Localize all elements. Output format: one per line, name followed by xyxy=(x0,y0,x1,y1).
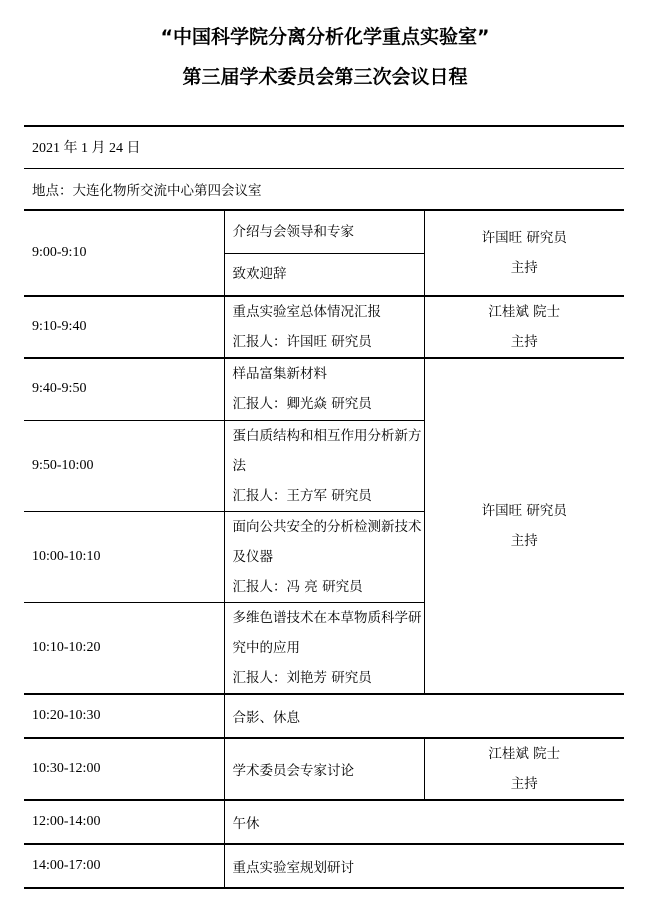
item-cell xyxy=(224,602,424,694)
title-line-2: 第三届学术委员会第三次会议日程 xyxy=(182,66,468,88)
item-cell xyxy=(224,210,424,296)
item-reporter: 汇报人：冯 亮 研究员 xyxy=(232,578,363,595)
item-title: 蛋白质结构和相互作用分析新方法 xyxy=(232,427,422,474)
table-row xyxy=(24,738,624,800)
item-cell: 重点实验室规划研讨 xyxy=(224,844,624,888)
time-cell: 10:20-10:30 xyxy=(24,694,224,738)
table-row xyxy=(24,844,624,888)
item-cell xyxy=(224,358,424,420)
time-cell: 14:00-17:00 xyxy=(24,844,224,888)
host-name: 许国旺 研究员 xyxy=(481,502,567,519)
time-cell: 10:30-12:00 xyxy=(24,738,224,800)
time-cell: 9:40-9:50 xyxy=(24,358,224,420)
host-name: 江桂斌 院士 xyxy=(488,304,561,320)
item-reporter: 汇报人：许国旺 研究员 xyxy=(232,334,372,350)
item-cell xyxy=(224,296,424,358)
host-cell xyxy=(424,296,624,358)
time-cell: 12:00-14:00 xyxy=(24,800,224,844)
item-reporter: 汇报人：刘艳芳 研究员 xyxy=(232,669,372,686)
item-title: 致欢迎辞 xyxy=(225,253,424,295)
table-row xyxy=(24,358,624,420)
location-row xyxy=(24,168,624,210)
host-cell xyxy=(424,358,624,694)
item-cell: 合影、休息 xyxy=(224,694,624,738)
host-name: 许国旺 研究员 xyxy=(481,230,567,246)
host-role: 主持 xyxy=(510,334,538,350)
host-name: 江桂斌 院士 xyxy=(488,745,561,762)
table-row xyxy=(24,800,624,844)
time-cell: 10:10-10:20 xyxy=(24,602,224,694)
location-cell: 地点：大连化物所交流中心第四会议室 xyxy=(24,168,624,210)
item-title: 介绍与会领导和专家 xyxy=(232,224,354,240)
date-row xyxy=(24,126,624,168)
title-line-1: “中国科学院分离分析化学重点实验室” xyxy=(160,26,490,48)
item-title: 多维色谱技术在本草物质科学研究中的应用 xyxy=(232,609,422,656)
host-cell xyxy=(424,738,624,800)
item-title: 样品富集新材料 xyxy=(232,366,327,383)
time-cell: 9:50-10:00 xyxy=(24,420,224,511)
item-reporter: 汇报人：王方军 研究员 xyxy=(232,487,372,504)
table-row xyxy=(24,694,624,738)
item-title: 面向公共安全的分析检测新技术及仪器 xyxy=(232,518,422,565)
host-role: 主持 xyxy=(510,260,538,276)
item-cell: 学术委员会专家讨论 xyxy=(224,738,424,800)
host-role: 主持 xyxy=(510,775,538,792)
time-cell: 9:00-9:10 xyxy=(24,210,224,296)
table-row xyxy=(24,296,624,358)
table-row xyxy=(24,210,624,296)
time-cell: 10:00-10:10 xyxy=(24,511,224,602)
host-cell xyxy=(424,210,624,296)
item-cell xyxy=(224,511,424,602)
time-cell: 9:10-9:40 xyxy=(24,296,224,358)
item-cell xyxy=(224,420,424,511)
item-cell: 午休 xyxy=(224,800,624,844)
item-title: 重点实验室总体情况汇报 xyxy=(232,304,381,320)
host-role: 主持 xyxy=(510,532,538,549)
schedule-table xyxy=(24,125,624,889)
item-reporter: 汇报人：卿光焱 研究员 xyxy=(232,396,372,413)
date-cell: 2021 年 1 月 24 日 xyxy=(24,126,624,168)
